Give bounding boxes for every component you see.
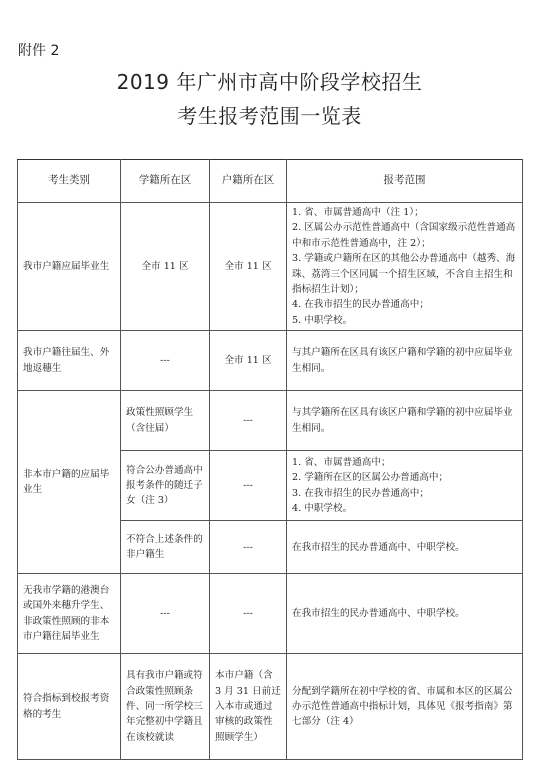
school-district-cell: --- [121,331,210,391]
category-cell: 无我市学籍的港澳台或国外来穗升学生、非政策性照顾的非本市户籍往届毕业生 [18,574,121,654]
household-district-cell: --- [210,451,287,521]
scope-cell: 在我市招生的民办普通高中、中职学校。 [287,574,523,654]
scope-line: 3. 在我市招生的民办普通高中； [292,487,429,499]
table-row [18,574,523,654]
school-district-cell: 全市 11 区 [121,203,210,331]
scope-line: 4. 中职学校。 [292,503,353,515]
document-subtitle: 考生报考范围一览表 [177,104,362,128]
household-district-cell: 全市 11 区 [210,331,287,391]
header-household-district: 户籍所在区 [210,160,287,203]
scope-table [17,159,523,760]
table-header-row [18,160,523,203]
scope-cell: 与其户籍所在区具有该区户籍和学籍的初中应届毕业生相同。 [287,331,523,391]
document-title: 2019 年广州市高中阶段学校招生 [116,70,423,94]
household-district-cell: --- [210,574,287,654]
scope-line: 2. 学籍所在区的区属公办普通高中； [292,472,449,484]
scope-line: 1. 省、市属普通高中； [292,456,391,468]
scope-line: 5. 中职学校。 [292,314,353,326]
scope-line: 4. 在我市招生的民办普通高中； [292,299,429,311]
scope-line: 2. 区属公办示范性普通高中（含国家级示范性普通高中和市示范性普通高中，注 2）； [292,222,516,249]
scope-line: 3. 学籍或户籍所在区的其他公办普通高中（越秀、海珠、荔湾三个区同属一个招生区域，不含自主招生和指标招生计划）； [292,253,516,296]
category-cell: 非本市户籍的应届毕业生 [18,391,121,574]
attachment-label: 附件 2 [18,43,60,59]
category-cell: 我市户籍应届毕业生 [18,203,121,331]
header-category: 考生类别 [18,160,121,203]
school-district-cell: --- [121,574,210,654]
scope-cell: 与其学籍所在区具有该区户籍和学籍的初中应届毕业生相同。 [287,391,523,451]
school-district-cell: 具有我市户籍或符合政策性照顾条件、同一所学校三年完整初中学籍且在该校就读 [121,654,210,760]
school-district-cell: 符合公办普通高中报考条件的随迁子女（注 3） [121,451,210,521]
school-district-cell: 政策性照顾学生（含往届） [121,391,210,451]
category-cell: 符合指标到校报考资格的考生 [18,654,121,760]
household-district-cell: 全市 11 区 [210,203,287,331]
scope-cell [287,451,523,521]
scope-cell: 分配到学籍所在初中学校的省、市属和本区的区属公办示范性普通高中指标计划，具体见《报考指南》第七部分（注 4） [287,654,523,760]
household-district-cell: 本市户籍（含 3 月 31 日前迁入本市或通过审核的政策性照顾学生） [210,654,287,760]
header-scope: 报考范围 [287,160,523,203]
table-row [18,331,523,391]
household-district-cell: --- [210,521,287,574]
scope-cell [287,203,523,331]
scope-cell: 在我市招生的民办普通高中、中职学校。 [287,521,523,574]
school-district-cell: 不符合上述条件的非户籍生 [121,521,210,574]
table-row [18,654,523,760]
scope-line: 1. 省、市属普通高中（注 1）； [292,207,424,218]
table-row [18,203,523,331]
table-row [18,391,523,451]
household-district-cell: --- [210,391,287,451]
header-school-district: 学籍所在区 [121,160,210,203]
category-cell: 我市户籍往届生、外地返穗生 [18,331,121,391]
